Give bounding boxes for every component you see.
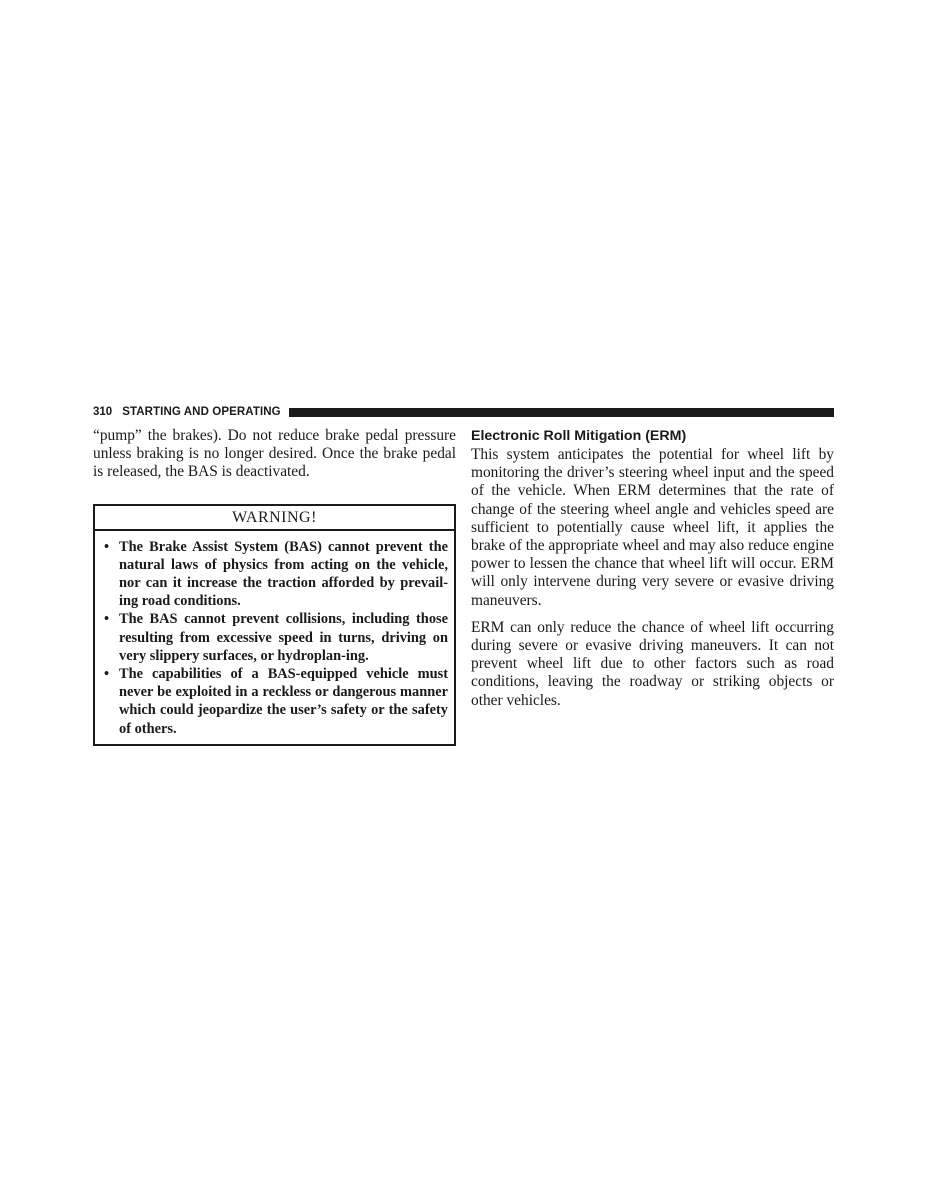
warning-box	[93, 504, 456, 746]
left-column	[93, 427, 456, 746]
erm-paragraph-1: This system anticipates the potential for wheel lift by monitoring the driver’s steering wheel input and the speed of the vehicle. When ERM determines that the rate of change of the steering wheel angle and vehicles speed are sufficient to potentially cause wheel lift, it applies the brake of the appropriate wheel and may also reduce engine power to lessen the chance that wheel lift will occur. ERM will only intervene during very severe or evasive driving maneuvers.	[471, 446, 834, 609]
warning-title: WARNING!	[95, 506, 454, 531]
bullet-icon: •	[104, 666, 110, 683]
warning-item-text: The capabilities of a BAS-equipped vehicle must never be exploited in a reckless or dangerous manner which could jeopardize the user’s safety or the safety of others.	[119, 666, 448, 737]
erm-paragraph-2: ERM can only reduce the chance of wheel lift occurring during severe or evasive driving maneuvers. It can not prevent wheel lift due to other factors such as road conditions, leaving the roadway or striking objects or other vehicles.	[471, 618, 834, 709]
intro-paragraph: “pump” the brakes). Do not reduce brake pedal pressure unless braking is no longer desired. Once the brake pedal is released, the BAS is deactivated.	[93, 427, 456, 481]
page-header	[93, 405, 834, 419]
warning-item	[101, 610, 448, 665]
bullet-icon: •	[104, 538, 110, 555]
warning-item	[101, 665, 448, 738]
header-rule	[289, 408, 834, 417]
bullet-icon: •	[104, 611, 110, 628]
warning-item-text: The Brake Assist System (BAS) cannot prevent the natural laws of physics from acting on the vehicle, nor can it increase the traction afforded by prevail-ing road conditions.	[119, 538, 448, 610]
warning-list	[95, 531, 454, 744]
warning-item-text: The BAS cannot prevent collisions, including those resulting from excessive speed in turns, driving on very slippery surfaces, or hydroplan-ing.	[119, 611, 448, 664]
page-number: 310	[93, 406, 113, 418]
section-title: STARTING AND OPERATING	[122, 406, 281, 418]
warning-item	[101, 538, 448, 611]
erm-heading: Electronic Roll Mitigation (ERM)	[471, 428, 687, 444]
right-column	[471, 427, 834, 710]
